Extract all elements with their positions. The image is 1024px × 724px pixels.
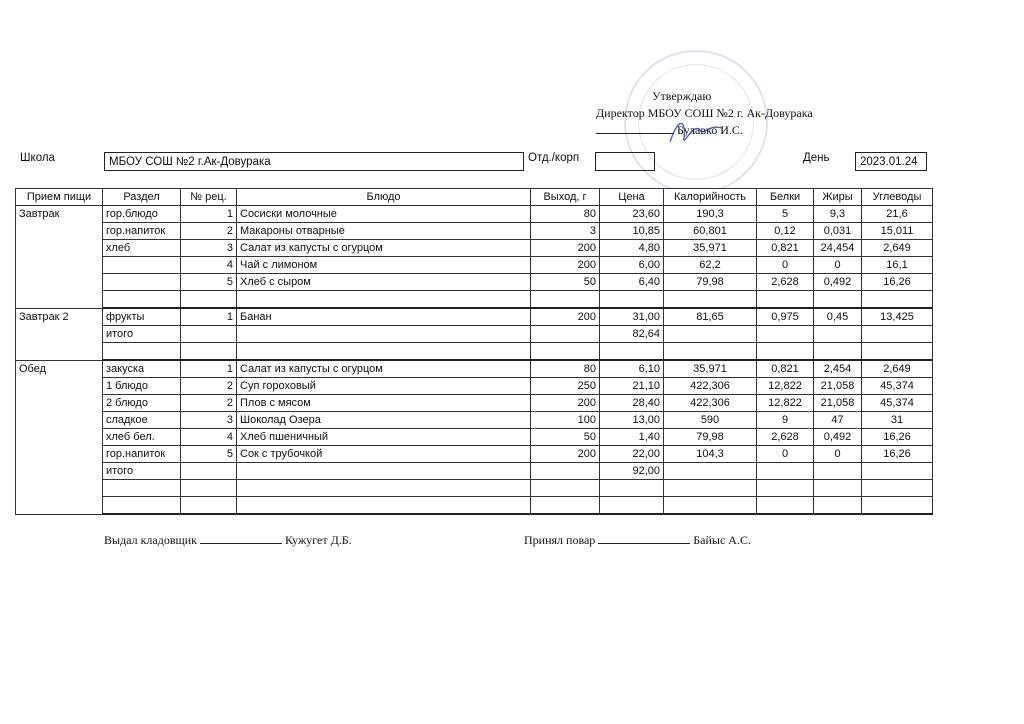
cell-recipe-no: 3 xyxy=(181,412,237,429)
table-row xyxy=(16,446,933,463)
cell-output: 50 xyxy=(531,429,600,446)
cell-output: 80 xyxy=(531,360,600,378)
table-row xyxy=(16,412,933,429)
cell-price: 4,80 xyxy=(600,240,664,257)
cell-output xyxy=(531,326,600,343)
cell-dish: Салат из капусты с огурцом xyxy=(237,240,531,257)
cell-price xyxy=(600,343,664,361)
cell-recipe-no xyxy=(181,463,237,480)
col-meal: Прием пищи xyxy=(16,189,103,206)
cell-output: 200 xyxy=(531,257,600,274)
cell-output xyxy=(531,291,600,309)
cell-carbs xyxy=(862,480,933,497)
table-row xyxy=(16,497,933,515)
cell-dish: Плов с мясом xyxy=(237,395,531,412)
cell-recipe-no: 1 xyxy=(181,206,237,223)
cell-dish: Сосиски молочные xyxy=(237,206,531,223)
cell-section xyxy=(103,480,181,497)
cell-recipe-no: 2 xyxy=(181,223,237,240)
cell-price: 6,00 xyxy=(600,257,664,274)
cell-carbs: 15,011 xyxy=(862,223,933,240)
cell-calories: 35,971 xyxy=(664,360,757,378)
dept-label: Отд./корп xyxy=(528,152,580,164)
cell-calories xyxy=(664,291,757,309)
cell-carbs: 2,649 xyxy=(862,360,933,378)
cell-fats: 0,492 xyxy=(814,429,862,446)
cell-dish: Шоколад Озера xyxy=(237,412,531,429)
cell-calories: 81,65 xyxy=(664,308,757,326)
cell-proteins: 0,821 xyxy=(757,240,814,257)
cell-price: 22,00 xyxy=(600,446,664,463)
cell-price: 23,60 xyxy=(600,206,664,223)
cell-section: фрукты xyxy=(103,308,181,326)
cell-dish: Банан xyxy=(237,308,531,326)
cell-meal: Завтрак xyxy=(16,206,103,309)
cell-recipe-no: 3 xyxy=(181,240,237,257)
cell-meal: Обед xyxy=(16,360,103,514)
cell-price: 31,00 xyxy=(600,308,664,326)
cell-fats: 47 xyxy=(814,412,862,429)
receiver-signature-line xyxy=(598,532,690,544)
cell-calories: 35,971 xyxy=(664,240,757,257)
cell-fats: 2,454 xyxy=(814,360,862,378)
day-field: 2023.01.24 xyxy=(855,152,927,171)
col-carbs: Углеводы xyxy=(862,189,933,206)
issuer-signature-line xyxy=(200,532,282,544)
issuer-name: Кужугет Д.Б. xyxy=(285,533,352,547)
cell-carbs: 45,374 xyxy=(862,378,933,395)
cell-carbs xyxy=(862,463,933,480)
cell-carbs: 16,1 xyxy=(862,257,933,274)
cell-section: хлеб бел. xyxy=(103,429,181,446)
cell-calories xyxy=(664,343,757,361)
cell-dish: Салат из капусты с огурцом xyxy=(237,360,531,378)
cell-carbs: 45,374 xyxy=(862,395,933,412)
cell-dish xyxy=(237,497,531,515)
cell-proteins xyxy=(757,480,814,497)
cell-dish: Сок с трубочкой xyxy=(237,446,531,463)
cell-recipe-no: 2 xyxy=(181,378,237,395)
cell-output: 200 xyxy=(531,308,600,326)
cell-recipe-no xyxy=(181,291,237,309)
cell-proteins: 0 xyxy=(757,446,814,463)
cell-fats: 0,492 xyxy=(814,274,862,291)
table-row xyxy=(16,378,933,395)
cell-fats: 0,45 xyxy=(814,308,862,326)
cell-calories: 422,306 xyxy=(664,378,757,395)
table-row xyxy=(16,291,933,309)
cell-calories xyxy=(664,497,757,515)
cell-dish: Хлеб пшеничный xyxy=(237,429,531,446)
receiver-label: Принял повар xyxy=(524,533,596,547)
cell-proteins: 0,821 xyxy=(757,360,814,378)
cell-proteins xyxy=(757,343,814,361)
col-section: Раздел xyxy=(103,189,181,206)
cell-fats xyxy=(814,480,862,497)
cell-proteins: 12,822 xyxy=(757,395,814,412)
col-output: Выход, г xyxy=(531,189,600,206)
cell-fats xyxy=(814,326,862,343)
cell-calories: 104,3 xyxy=(664,446,757,463)
handwritten-signature xyxy=(664,112,728,152)
cell-fats: 0 xyxy=(814,257,862,274)
table-row xyxy=(16,257,933,274)
approval-title: Утверждаю xyxy=(652,89,712,103)
day-label: День xyxy=(803,152,830,164)
cell-carbs: 13,425 xyxy=(862,308,933,326)
cell-dish xyxy=(237,291,531,309)
col-fats: Жиры xyxy=(814,189,862,206)
table-header-row xyxy=(16,189,933,206)
cell-carbs xyxy=(862,326,933,343)
cell-recipe-no: 5 xyxy=(181,274,237,291)
table-row xyxy=(16,343,933,361)
cell-output xyxy=(531,463,600,480)
cell-fats xyxy=(814,463,862,480)
cell-proteins: 0,12 xyxy=(757,223,814,240)
cell-output: 200 xyxy=(531,395,600,412)
cell-fats: 0,031 xyxy=(814,223,862,240)
cell-recipe-no: 4 xyxy=(181,257,237,274)
cell-calories xyxy=(664,480,757,497)
cell-output: 250 xyxy=(531,378,600,395)
cell-carbs xyxy=(862,291,933,309)
cell-recipe-no xyxy=(181,497,237,515)
cell-section: гор.напиток xyxy=(103,446,181,463)
cell-dish: Суп гороховый xyxy=(237,378,531,395)
cell-price: 82,64 xyxy=(600,326,664,343)
cell-recipe-no xyxy=(181,480,237,497)
table-row xyxy=(16,274,933,291)
cell-carbs xyxy=(862,497,933,515)
cell-proteins: 0 xyxy=(757,257,814,274)
cell-fats: 21,058 xyxy=(814,378,862,395)
cell-section: гор.напиток xyxy=(103,223,181,240)
table-row xyxy=(16,360,933,378)
cell-price xyxy=(600,291,664,309)
cell-carbs: 16,26 xyxy=(862,429,933,446)
cell-section: 1 блюдо xyxy=(103,378,181,395)
cell-proteins xyxy=(757,291,814,309)
cell-recipe-no: 5 xyxy=(181,446,237,463)
cell-section: закуска xyxy=(103,360,181,378)
cell-price xyxy=(600,497,664,515)
cell-output: 80 xyxy=(531,206,600,223)
cell-section: итого xyxy=(103,463,181,480)
cell-output: 3 xyxy=(531,223,600,240)
cell-price: 1,40 xyxy=(600,429,664,446)
cell-fats: 21,058 xyxy=(814,395,862,412)
cell-section xyxy=(103,291,181,309)
cell-section: итого xyxy=(103,326,181,343)
cell-fats: 9,3 xyxy=(814,206,862,223)
cell-proteins: 2,628 xyxy=(757,429,814,446)
cell-dish xyxy=(237,463,531,480)
col-proteins: Белки xyxy=(757,189,814,206)
cell-section: хлеб xyxy=(103,240,181,257)
cell-calories: 190,3 xyxy=(664,206,757,223)
table-row xyxy=(16,480,933,497)
cell-section xyxy=(103,257,181,274)
cell-dish xyxy=(237,343,531,361)
issuer-signature xyxy=(104,532,352,548)
cell-calories: 79,98 xyxy=(664,274,757,291)
cell-calories: 60,801 xyxy=(664,223,757,240)
col-recipe-no: № рец. xyxy=(181,189,237,206)
receiver-signature xyxy=(524,532,751,548)
cell-price: 92,00 xyxy=(600,463,664,480)
cell-section: сладкое xyxy=(103,412,181,429)
cell-recipe-no: 1 xyxy=(181,360,237,378)
table-row xyxy=(16,308,933,326)
cell-fats xyxy=(814,497,862,515)
cell-price: 21,10 xyxy=(600,378,664,395)
table-row xyxy=(16,395,933,412)
cell-calories xyxy=(664,463,757,480)
cell-calories: 62,2 xyxy=(664,257,757,274)
cell-output xyxy=(531,343,600,361)
cell-meal: Завтрак 2 xyxy=(16,308,103,360)
col-price: Цена xyxy=(600,189,664,206)
table-row xyxy=(16,463,933,480)
cell-dish: Чай с лимоном xyxy=(237,257,531,274)
cell-proteins: 2,628 xyxy=(757,274,814,291)
cell-fats: 0 xyxy=(814,446,862,463)
cell-carbs: 16,26 xyxy=(862,446,933,463)
cell-calories: 79,98 xyxy=(664,429,757,446)
cell-proteins: 5 xyxy=(757,206,814,223)
cell-proteins: 9 xyxy=(757,412,814,429)
receiver-name: Байыс А.С. xyxy=(693,533,751,547)
cell-carbs: 21,6 xyxy=(862,206,933,223)
cell-carbs: 16,26 xyxy=(862,274,933,291)
approval-name: Булавко И.С. xyxy=(677,123,743,137)
menu-table xyxy=(15,188,933,515)
cell-dish xyxy=(237,480,531,497)
cell-proteins: 12,822 xyxy=(757,378,814,395)
cell-section xyxy=(103,343,181,361)
cell-price: 6,40 xyxy=(600,274,664,291)
cell-calories: 422,306 xyxy=(664,395,757,412)
cell-output: 200 xyxy=(531,446,600,463)
table-row xyxy=(16,206,933,223)
cell-carbs: 31 xyxy=(862,412,933,429)
school-label: Школа xyxy=(20,152,55,164)
table-row xyxy=(16,240,933,257)
approval-position: Директор МБОУ СОШ №2 г. Ак-Довурака xyxy=(596,106,813,120)
cell-price: 13,00 xyxy=(600,412,664,429)
cell-recipe-no xyxy=(181,326,237,343)
cell-dish: Хлеб с сыром xyxy=(237,274,531,291)
col-dish: Блюдо xyxy=(237,189,531,206)
cell-calories: 590 xyxy=(664,412,757,429)
cell-recipe-no xyxy=(181,343,237,361)
cell-section xyxy=(103,274,181,291)
cell-carbs: 2,649 xyxy=(862,240,933,257)
school-field: МБОУ СОШ №2 г.Ак-Довурака xyxy=(104,152,524,171)
cell-output: 200 xyxy=(531,240,600,257)
cell-fats xyxy=(814,291,862,309)
cell-output xyxy=(531,480,600,497)
cell-dish: Макароны отварные xyxy=(237,223,531,240)
table-row xyxy=(16,326,933,343)
cell-price xyxy=(600,480,664,497)
cell-section: гор.блюдо xyxy=(103,206,181,223)
cell-calories xyxy=(664,326,757,343)
cell-fats xyxy=(814,343,862,361)
signature-line xyxy=(596,122,674,134)
cell-price: 10,85 xyxy=(600,223,664,240)
cell-proteins xyxy=(757,326,814,343)
cell-proteins: 0,975 xyxy=(757,308,814,326)
cell-price: 28,40 xyxy=(600,395,664,412)
cell-proteins xyxy=(757,497,814,515)
cell-recipe-no: 2 xyxy=(181,395,237,412)
cell-recipe-no: 4 xyxy=(181,429,237,446)
col-calories: Калорийность xyxy=(664,189,757,206)
cell-carbs xyxy=(862,343,933,361)
cell-output: 50 xyxy=(531,274,600,291)
issuer-label: Выдал кладовщик xyxy=(104,533,197,547)
cell-section xyxy=(103,497,181,515)
cell-section: 2 блюдо xyxy=(103,395,181,412)
dept-field xyxy=(595,152,655,171)
cell-proteins xyxy=(757,463,814,480)
cell-dish xyxy=(237,326,531,343)
cell-price: 6,10 xyxy=(600,360,664,378)
cell-fats: 24,454 xyxy=(814,240,862,257)
table-row xyxy=(16,429,933,446)
table-row xyxy=(16,223,933,240)
cell-output: 100 xyxy=(531,412,600,429)
cell-output xyxy=(531,497,600,515)
cell-recipe-no: 1 xyxy=(181,308,237,326)
